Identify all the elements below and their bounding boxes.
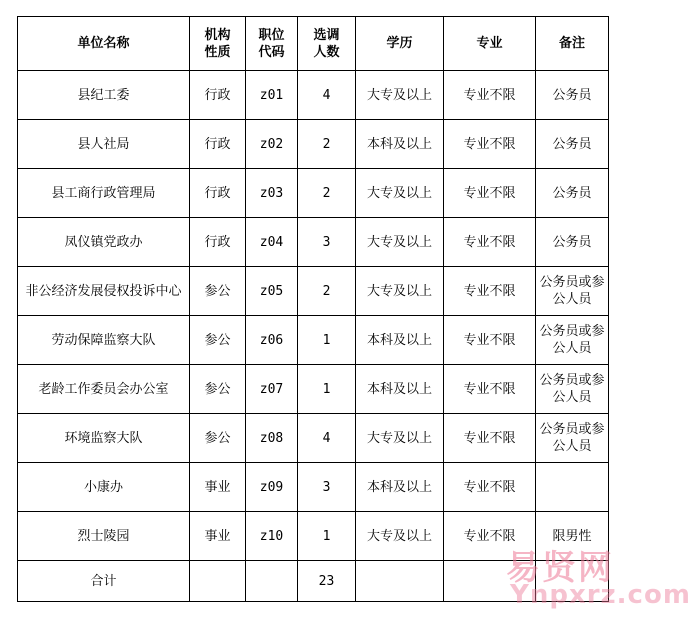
table-row xyxy=(18,218,609,267)
cell-major: 专业不限 xyxy=(444,463,536,512)
cell-unit: 县纪工委 xyxy=(18,71,190,120)
cell-remark: 公务员或参公人员 xyxy=(536,316,609,365)
cell-major: 专业不限 xyxy=(444,365,536,414)
cell-education: 本科及以上 xyxy=(356,120,444,169)
cell-unit: 环境监察大队 xyxy=(18,414,190,463)
positions-table xyxy=(17,16,609,602)
cell-code: z04 xyxy=(246,218,298,267)
cell-education: 大专及以上 xyxy=(356,71,444,120)
header-nature xyxy=(190,17,246,71)
cell-nature: 行政 xyxy=(190,218,246,267)
cell-major: 专业不限 xyxy=(444,414,536,463)
cell-education: 大专及以上 xyxy=(356,512,444,561)
cell-remark xyxy=(536,463,609,512)
cell-nature: 事业 xyxy=(190,512,246,561)
table-row xyxy=(18,267,609,316)
header-code-line2: 代码 xyxy=(258,44,285,60)
watermark-url-text: Ynpxrz.com xyxy=(510,580,691,610)
cell-nature: 行政 xyxy=(190,120,246,169)
cell-major: 专业不限 xyxy=(444,316,536,365)
total-empty-cell xyxy=(444,561,536,602)
header-unit: 单位名称 xyxy=(18,17,190,71)
cell-major: 专业不限 xyxy=(444,218,536,267)
cell-education: 大专及以上 xyxy=(356,267,444,316)
cell-major: 专业不限 xyxy=(444,71,536,120)
cell-nature: 参公 xyxy=(190,414,246,463)
header-major: 专业 xyxy=(444,17,536,71)
cell-remark: 公务员 xyxy=(536,169,609,218)
table-row xyxy=(18,71,609,120)
cell-remark: 公务员或参公人员 xyxy=(536,365,609,414)
cell-count: 1 xyxy=(298,316,356,365)
cell-unit: 烈士陵园 xyxy=(18,512,190,561)
total-row xyxy=(18,561,609,602)
cell-unit: 小康办 xyxy=(18,463,190,512)
cell-code: z01 xyxy=(246,71,298,120)
header-nature-line1: 机构 xyxy=(204,27,231,43)
cell-count: 2 xyxy=(298,169,356,218)
cell-unit: 老龄工作委员会办公室 xyxy=(18,365,190,414)
cell-nature: 事业 xyxy=(190,463,246,512)
header-code xyxy=(246,17,298,71)
cell-count: 1 xyxy=(298,512,356,561)
header-count xyxy=(298,17,356,71)
table-row xyxy=(18,414,609,463)
cell-major: 专业不限 xyxy=(444,120,536,169)
cell-count: 4 xyxy=(298,71,356,120)
cell-count: 2 xyxy=(298,120,356,169)
cell-education: 大专及以上 xyxy=(356,218,444,267)
cell-code: z02 xyxy=(246,120,298,169)
cell-education: 大专及以上 xyxy=(356,414,444,463)
cell-remark: 公务员 xyxy=(536,218,609,267)
watermark-logo-text: 易贤网 xyxy=(506,548,614,588)
header-row xyxy=(18,17,609,71)
cell-count: 2 xyxy=(298,267,356,316)
cell-code: z05 xyxy=(246,267,298,316)
cell-count: 3 xyxy=(298,463,356,512)
total-empty-cell xyxy=(190,561,246,602)
cell-code: z10 xyxy=(246,512,298,561)
header-nature-line2: 性质 xyxy=(204,44,231,60)
cell-unit: 县人社局 xyxy=(18,120,190,169)
total-empty-cell xyxy=(536,561,609,602)
cell-nature: 参公 xyxy=(190,316,246,365)
cell-remark: 限男性 xyxy=(536,512,609,561)
table-row xyxy=(18,365,609,414)
cell-education: 本科及以上 xyxy=(356,463,444,512)
cell-code: z03 xyxy=(246,169,298,218)
total-label: 合计 xyxy=(18,561,190,602)
cell-nature: 行政 xyxy=(190,71,246,120)
cell-education: 本科及以上 xyxy=(356,365,444,414)
table-row xyxy=(18,316,609,365)
cell-code: z06 xyxy=(246,316,298,365)
cell-code: z09 xyxy=(246,463,298,512)
cell-remark: 公务员 xyxy=(536,120,609,169)
cell-count: 1 xyxy=(298,365,356,414)
cell-major: 专业不限 xyxy=(444,267,536,316)
cell-unit: 凤仪镇党政办 xyxy=(18,218,190,267)
table-row xyxy=(18,512,609,561)
cell-count: 4 xyxy=(298,414,356,463)
cell-nature: 参公 xyxy=(190,267,246,316)
cell-unit: 劳动保障监察大队 xyxy=(18,316,190,365)
table-row xyxy=(18,120,609,169)
cell-major: 专业不限 xyxy=(444,512,536,561)
header-code-line1: 职位 xyxy=(258,27,285,43)
cell-code: z07 xyxy=(246,365,298,414)
cell-education: 大专及以上 xyxy=(356,169,444,218)
header-count-line2: 人数 xyxy=(313,44,340,60)
table-row xyxy=(18,169,609,218)
cell-nature: 行政 xyxy=(190,169,246,218)
cell-remark: 公务员 xyxy=(536,71,609,120)
cell-remark: 公务员或参公人员 xyxy=(536,414,609,463)
cell-count: 3 xyxy=(298,218,356,267)
header-count-line1: 选调 xyxy=(313,27,340,43)
cell-unit: 非公经济发展侵权投诉中心 xyxy=(18,267,190,316)
total-count: 23 xyxy=(298,561,356,602)
cell-remark: 公务员或参公人员 xyxy=(536,267,609,316)
cell-major: 专业不限 xyxy=(444,169,536,218)
total-empty-cell xyxy=(246,561,298,602)
cell-education: 本科及以上 xyxy=(356,316,444,365)
table-row xyxy=(18,463,609,512)
header-remark: 备注 xyxy=(536,17,609,71)
cell-unit: 县工商行政管理局 xyxy=(18,169,190,218)
cell-code: z08 xyxy=(246,414,298,463)
header-education: 学历 xyxy=(356,17,444,71)
cell-nature: 参公 xyxy=(190,365,246,414)
total-empty-cell xyxy=(356,561,444,602)
